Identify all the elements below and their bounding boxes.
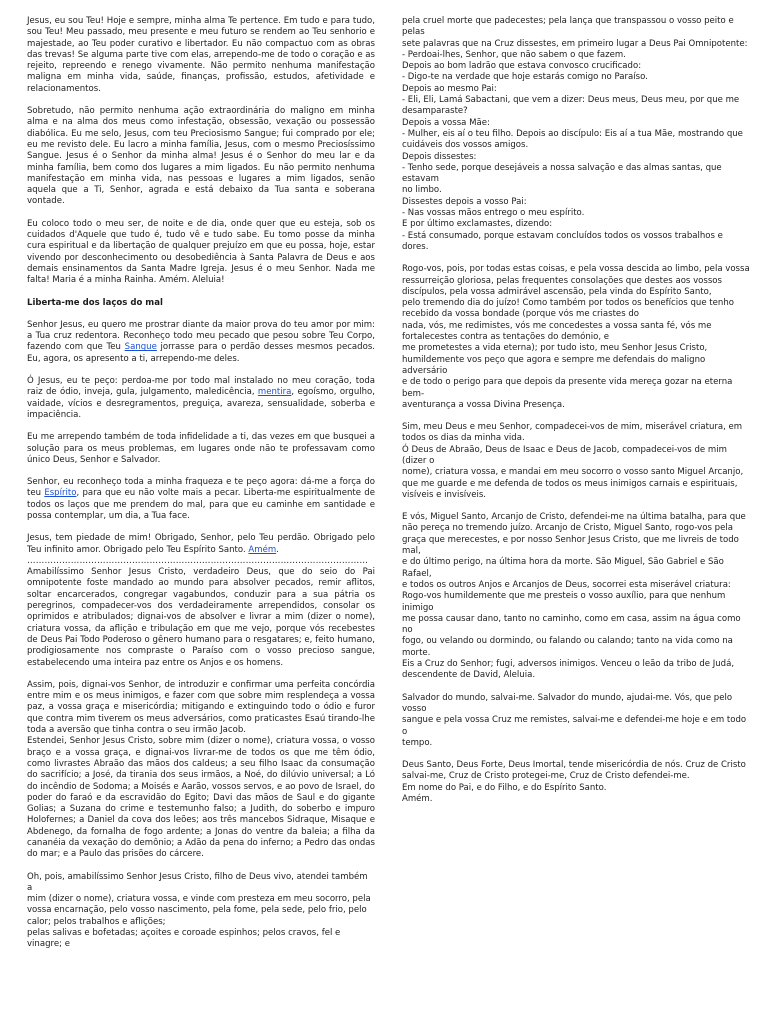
- text-line: Rogo-vos humildemente que me presteis o vosso auxílio, para que nenhum inimigo: [402, 591, 726, 613]
- paragraph-deliver: Estendei, Senhor Jesus Cristo, sobre mim (dizer o nome), criatura vossa, o vosso braço e a vossa graça, e dignai-vos livrar-me de todos os que me têm ódio, como livrastes Abraão das mãos dos caldeus; a seu filho Isaac da consumação do sacrifício; a José, da tirania dos seus irmãos, a Noé, do dilúvio universal; a Ló do incêndio de Sodoma; a Moisés e Aarão, vossos servos, e ao povo de Israel, do poder do faraó e da escravidão do Egito; Davi das mãos de Saul e do gigante Golias; a Suzana do crime e testemunho falso; a Judith, do soberbo e impuro Holofernes; a Daniel da cova dos leões; aos três mancebos Sidraque, Misaque e Abdenego, da fornalha de fogo ardente; a Jonas do ventre da baleia; a filha da cananéia da vexação do demônio; a Adão da pena do inferno; a Pedro das ondas do mar; e a Paulo das prisões do cárcere.: [27, 736, 375, 860]
- block-salvador: [402, 693, 750, 749]
- text-line: pelo tremendo dia do juízo! Como também por todos os benefícios que tenho: [402, 298, 734, 309]
- text-line: Oh, pois, amabilíssimo Senhor Jesus Cristo, filho de Deus vivo, atendei também a: [27, 871, 368, 893]
- paragraph-concord: Assim, pois, dignai-vos Senhor, de introduzir e confirmar uma perfeita concórdia entre mim e os meus inimigos, e fazer com que sobre mim resplendeça a vossa paz, a vossa graça e misericórdia; mitigando e extinguindo todo o ódio e furor que contra mim tiverem os meus adversários, como praticastes Esaú tirando-lhe toda a aversão que tinha contra o seu irmão Jacob.: [27, 679, 375, 736]
- text-line: Dissestes depois a vosso Pai:: [402, 196, 527, 207]
- text-line: graça que merecestes, e por nosso Senhor Jesus Cristo, que me livreis de todo mal,: [402, 534, 739, 557]
- text-line: sangue e pela vossa Cruz me remistes, salvai-me e defendei-me hoje e em todo o: [402, 715, 747, 737]
- text-line: e do último perigo, na última hora da morte. São Miguel, São Gabriel e São Rafael,: [402, 557, 724, 579]
- text-line: Ó Deus de Abraão, Deus de Isaac e Deus de Jacob, compadecei-vos de mim (dizer o: [402, 444, 727, 466]
- text-line: - Tenho sede, porque desejáveis a nossa salvação e das almas santas, que estavam: [402, 162, 722, 185]
- text-line: nada, vós, me redimistes, vós me concedestes a vossa santa fé, vós me: [402, 320, 712, 331]
- text-line: tempo.: [402, 737, 433, 748]
- text-line: não pereça no tremendo juízo. Arcanjo de Cristo, Miguel Santo, rogo-vos pela: [402, 523, 733, 534]
- block-deus-santo: [402, 760, 750, 805]
- text-line: Depois a vossa Mãe:: [402, 117, 490, 128]
- text-line: fortalecestes contra as tentações do demónio, e: [402, 332, 610, 343]
- block-compadecei: [402, 422, 750, 501]
- text-line: cuidáveis dos vossos amigos.: [402, 140, 529, 151]
- text-segment: Jesus, tem piedade de mim! Obrigado, Senhor, pelo Teu perdão. Obrigado pelo Teu infinito amor. Obrigado pelo Teu Espírito Santo.: [27, 533, 375, 555]
- paragraph-lord-jesus: Amabilíssimo Senhor Jesus Cristo, verdadeiro Deus, que do seio do Pai omnipotente foste mandado ao mundo para absolver pecados, remir aflitos, soltar encarcerados, congregar vagabundos, conduzir para a sua pátria os peregrinos, compadecer-vos dos verdadeiramente arrependidos, consolar os oprimidos e atribulados; dignai-vos de absolver e livrar a mim (dizer o nome), criatura vossa, da aflição e tribulação em que me vejo, porque vós recebestes de Deus Pai Todo Poderoso o gênero humano para o resgatares; e, feito humano, prodigiosamente nos compraste o Paraíso com o vosso precioso sangue, estabelecendo uma inteira paz entre os Anjos e os homens.: [27, 567, 375, 668]
- text-line: discípulos, pela vossa admirável ascensão, pela vinda do Espírito Santo,: [402, 286, 712, 297]
- text-line: morte.: [402, 647, 431, 658]
- text-line: Depois dissestes:: [402, 151, 477, 162]
- text-line: - Está consumado, porque estavam concluídos todos os vossos trabalhos e dores.: [402, 230, 723, 252]
- text-line: - Nas vossas mãos entrego o meu espírito.: [402, 208, 585, 219]
- text-line: ressurreição gloriosa, pelas frequentes consolações que destes aos vossos: [402, 275, 722, 286]
- text-line: pelas salivas e bofetadas; açoites e coroade espinhos; pelos cravos, fel e vinagre; e: [27, 928, 341, 950]
- text-line: Em nome do Pai, e do Filho, e do Espírito Santo.: [402, 782, 607, 793]
- text-line: nome), criatura vossa, e mandai em meu socorro o vosso santo Miguel Arcanjo,: [402, 467, 744, 478]
- dotted-separator: ………………………………………………………………………………………………………: [27, 555, 369, 566]
- text-line: e de todo o perigo para que depois da presente vida mereça gozar na eterna bem-: [402, 377, 733, 399]
- text-line: recebido da vossa bondade (porque vós me criastes do: [402, 309, 640, 320]
- text-line: pela cruel morte que padecestes; pela lança que transpassou o vosso peito e pelas: [402, 16, 734, 38]
- text-line: e todos os outros Anjos e Arcanjos de Deus, socorrei esta miserável criatura:: [402, 579, 731, 590]
- text-segment: Senhor, eu reconheço toda a minha fraqueza e te peço agora: dá-me a força do teu: [27, 477, 375, 499]
- text-line: E por último exclamastes, dizendo:: [402, 219, 553, 230]
- text-line: - Mulher, eis aí o teu filho. Depois ao discípulo: Eis aí a tua Mãe, mostrando que: [402, 128, 743, 139]
- text-line: descendente de David, Aleluia.: [402, 670, 536, 681]
- text-line: me possa causar dano, tanto no caminho, como em casa, assim na água como no: [402, 613, 741, 636]
- text-line: que me guarde e me defenda de todos os meus inimigos carnais e espirituais,: [402, 478, 738, 489]
- text-line: desamparaste?: [402, 106, 468, 117]
- text-line: Depois ao bom ladrão que estava convosco crucificado:: [402, 61, 642, 72]
- right-column: [402, 16, 750, 805]
- link-espirito[interactable]: Espírito: [44, 488, 77, 499]
- text-line: Salvador do mundo, salvai-me. Salvador do mundo, ajudai-me. Vós, que pelo vosso: [402, 692, 733, 714]
- text-line: vossa encarnação, pelo vosso nascimento, pela fome, pela sede, pelo frio, pelo: [27, 905, 367, 916]
- text-line: - Eli, Eli, Lamá Sabactani, que vem a dizer: Deus meus, Deus meu, por que me: [402, 95, 740, 106]
- text-line: todos os dias da minha vida.: [402, 433, 525, 444]
- text-line: me prometestes a vida eterna); por tudo isto, meu Senhor Jesus Cristo,: [402, 343, 708, 354]
- paragraph-thanks: [27, 533, 375, 556]
- link-amem[interactable]: Amém: [248, 544, 277, 555]
- text-segment: jorrasse para o perdão desses mesmos pecados. Eu, agora, os apresento a ti, arrependo-me deles.: [27, 342, 375, 364]
- text-line: Amém.: [402, 794, 433, 804]
- link-mentira[interactable]: mentira: [257, 387, 292, 398]
- paragraph-cross: [27, 320, 375, 365]
- block-seven-words: [402, 16, 750, 253]
- text-line: Rogo-vos, pois, por todas estas coisas, e pela vossa descida ao limbo, pela vossa: [402, 264, 750, 275]
- text-line: humildemente vos peço que agora e sempre me defendais do maligno adversário: [402, 354, 706, 376]
- text-line: salvai-me, Cruz de Cristo protegei-me, Cruz de Cristo defendei-me.: [402, 771, 690, 782]
- text-line: aventurança a vossa Divina Presença.: [402, 399, 565, 410]
- text-line: Depois ao mesmo Pai:: [402, 83, 497, 94]
- left-column: [27, 16, 375, 951]
- block-rogo-vos: [402, 264, 750, 411]
- text-line: fogo, ou velando ou dormindo, ou falando ou calando; tanto na vida como na: [402, 636, 733, 647]
- text-line: Sim, meu Deus e meu Senhor, compadecei-vos de mim, miserável criatura, em: [402, 422, 743, 433]
- text-segment: Senhor Jesus, eu quero me prostrar diante da maior prova do teu amor por mim: a Tua cruz redentora. Reconheço todo meu pecado que pesou sobre Teu Corpo, fazendo com que Teu: [27, 319, 375, 353]
- section-heading: Liberta-me dos laços do mal: [27, 297, 163, 308]
- text-segment: , egoísmo, orgulho, vaidade, vícios e desregramentos, preguiça, avareza, sensualidade, soberba e impaciência.: [27, 387, 376, 420]
- text-line: Eis a Cruz do Senhor; fugi, adversos inimigos. Venceu o leão da tribo de Judá,: [402, 659, 735, 670]
- text-line: sete palavras que na Cruz dissestes, em primeiro lugar a Deus Pai Omnipotente:: [402, 38, 748, 49]
- text-line: - Perdoai-lhes, Senhor, que não sabem o que fazem.: [402, 49, 626, 60]
- text-line: calor; pelos trabalhos e aflições;: [27, 916, 166, 927]
- paragraph-weakness: [27, 477, 375, 522]
- text-segment: , para que eu não volte mais a pecar. Liberta-me espiritualmente de todos os laços que me prendem do mal, para que eu caminhe em santidade e possa contemplar, um dia, a Tua face.: [27, 488, 375, 521]
- paragraph-infidelity: Eu me arrependo também de toda infidelidade a ti, das vezes em que busquei a solução para os meus problemas, em lugares onde não te professavam como único Deus, Senhor e Salvador.: [27, 432, 375, 465]
- text-segment: .: [276, 544, 279, 555]
- block-miguel-santo: [402, 512, 750, 681]
- text-line: no limbo.: [402, 185, 442, 196]
- text-line: Deus Santo, Deus Forte, Deus Imortal, tende misericórdia de nós. Cruz de Cristo: [402, 760, 746, 771]
- paragraph-surrender: Jesus, eu sou Teu! Hoje e sempre, minha alma Te pertence. Em tudo e para tudo, sou Teu! Meu passado, meu presente e meu futuro se rendem ao Teu senhorio e majestade, ao Teu poder curativo e libertador. Eu não compactuo com as obras das trevas! Se alguma parte tive com elas, arrependo-me de todo o coração e as rejeito, repreendo e renego vivamente. Não permito nenhuma manifestação maligna em minha vida, saúde, finanças, profissão, estudos, afetividade e relacionamentos.: [27, 16, 375, 94]
- paragraph-plea: [27, 872, 375, 951]
- text-line: - Digo-te na verdade que hoje estarás comigo no Paraíso.: [402, 72, 648, 83]
- paragraph-forgive: [27, 376, 375, 421]
- text-segment: Ó Jesus, eu te peço: perdoa-me por todo mal instalado no meu coração, toda raiz de ódio, inveja, gula, julgamento, maledicência,: [27, 376, 375, 398]
- text-line: visíveis e invisíveis.: [402, 489, 487, 500]
- link-sangue[interactable]: Sangue: [124, 342, 157, 353]
- text-line: mim (dizer o nome), criatura vossa, e vinde com presteza em meu socorro, pela: [27, 894, 371, 905]
- text-line: E vós, Miguel Santo, Arcanjo de Cristo, defendei-me na última batalha, para que: [402, 512, 746, 523]
- paragraph-protection: Sobretudo, não permito nenhuma ação extraordinária do maligno em minha alma e na alma dos meus como infestação, obsessão, vexação ou possessão diabólica. Eu me selo, Jesus, com teu Preciosismo Sangue; fui comprado por ele; eu me revisto dele. Eu lacro a minha família, Jesus, com o mesmo Preciosíssimo Sangue. Jesus é o Senhor da minha alma! Jesus é o Senhor do meu lar e da minha família, bem como dos lugares a mim ligados. Eu não permito nenhuma manifestação em minha vida, nas pessoas e lugares a mim ligados, senão aquela que a Ti, Senhor, agrada e está debaixo da Tua santa e soberana vontade.: [27, 106, 375, 207]
- paragraph-care: Eu coloco todo o meu ser, de noite e de dia, onde quer que eu esteja, sob os cuidados d'Aquele que tudo é, tudo vê e tudo sabe. Eu tomo posse da minha cura espiritual e da libertação de qualquer prejuízo em que eu possa, hoje, estar vivendo por desconhecimento ou desobediência à Santa Palavra de Deus e aos demais ensinamentos da Santa Madre Igreja. Jesus é o meu Senhor. Nada me falta! Maria é a minha Rainha. Amém. Aleluia!: [27, 218, 375, 286]
